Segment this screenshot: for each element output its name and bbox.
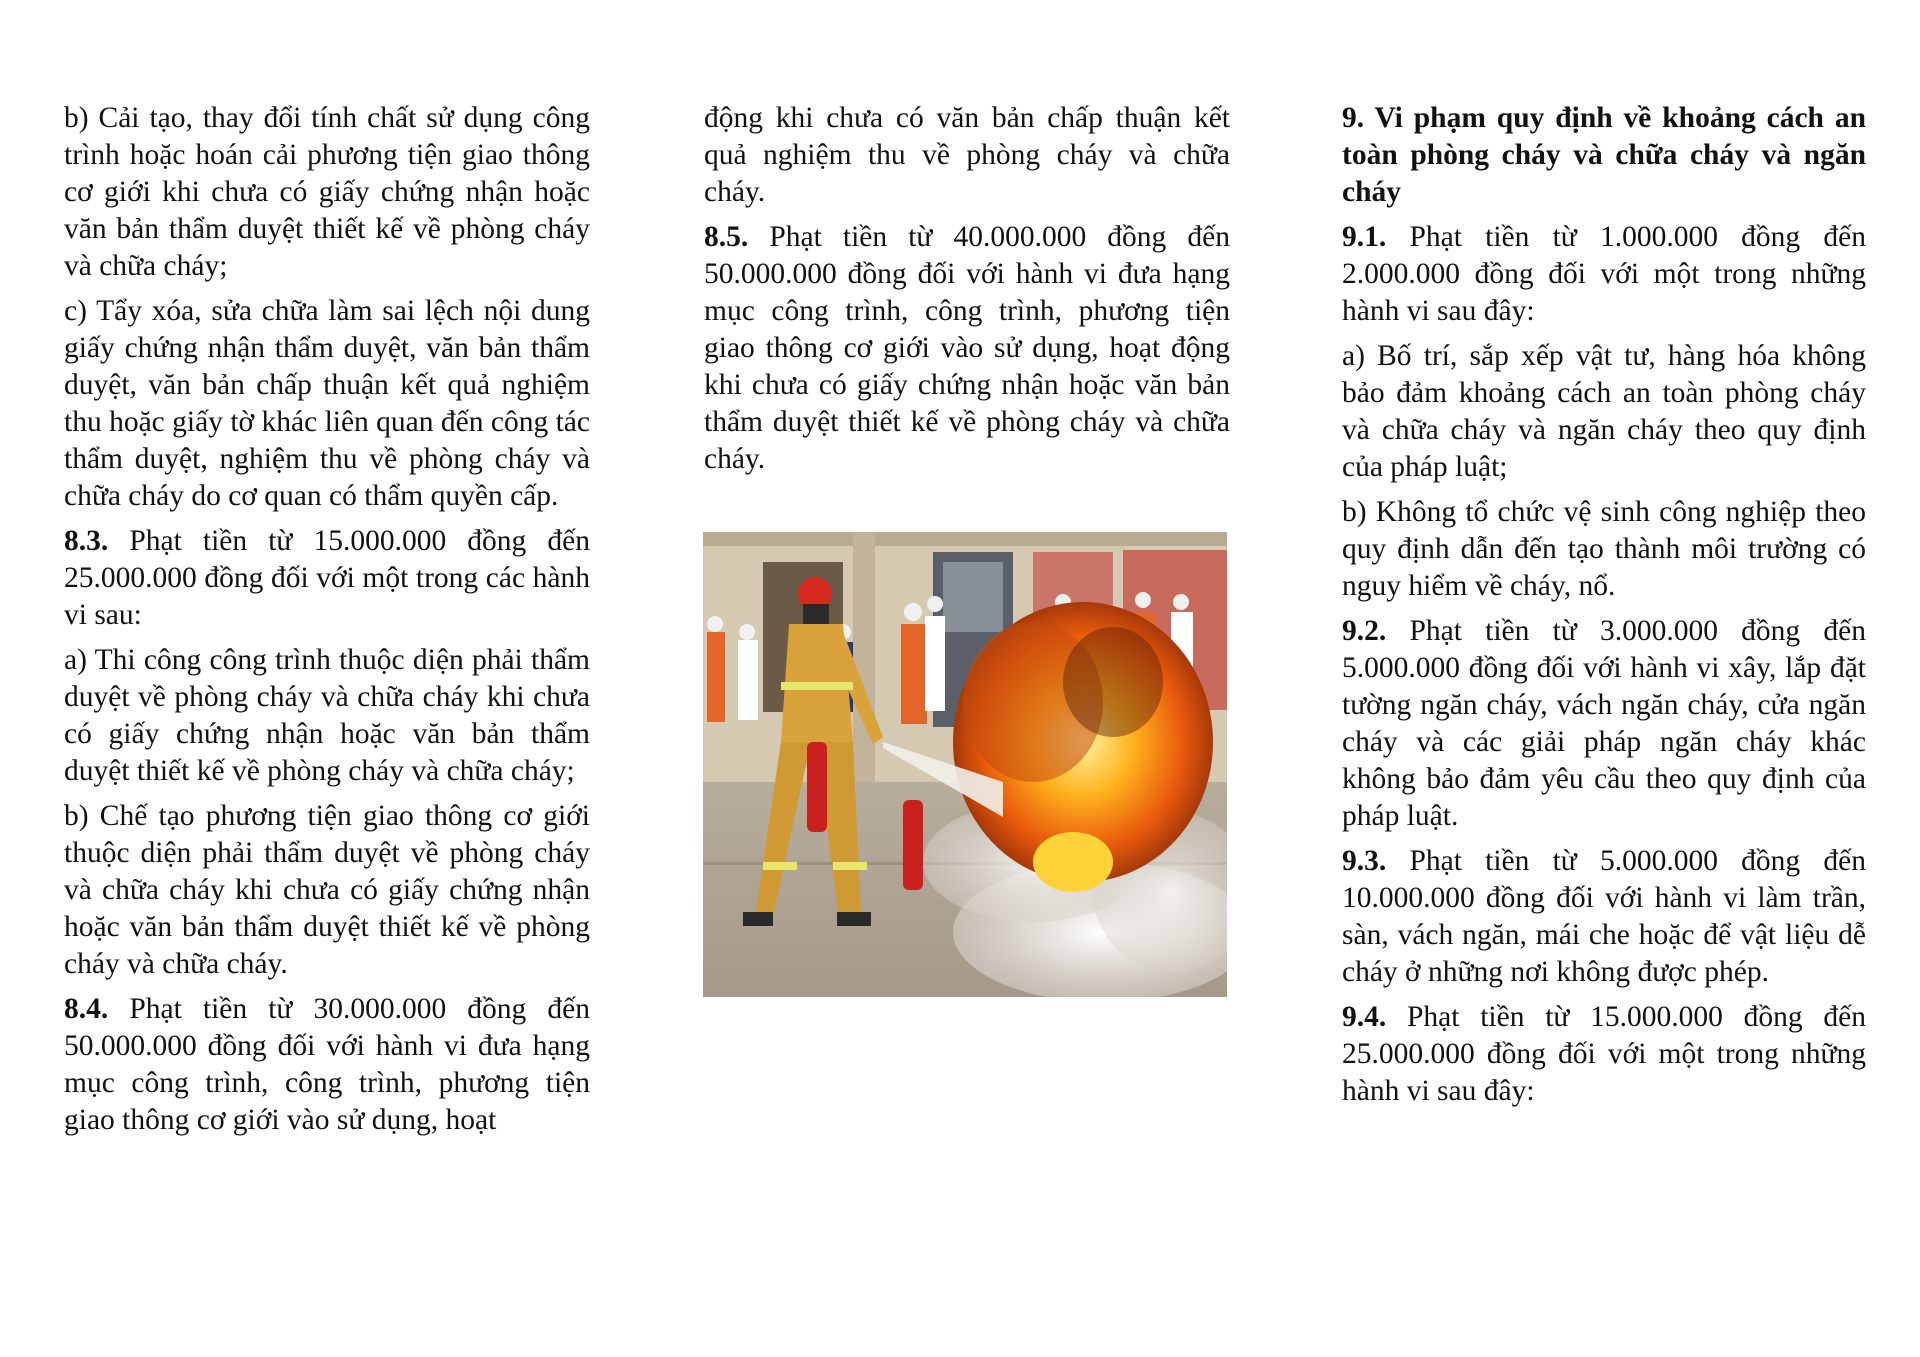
clause-8-5 <box>704 219 1230 478</box>
section-heading: 9. Vi phạm quy định về khoảng cách an toàn phòng cháy và chữa cháy và ngăn cháy <box>1342 102 1866 208</box>
paragraph-text: b) Chế tạo phương tiện giao thông cơ giới thuộc diện phải thẩm duyệt về phòng cháy và chữa cháy khi chưa có giấy chứng nhận hoặc văn bản thẩm duyệt thiết kế về phòng cháy và chữa cháy. <box>64 800 590 980</box>
clause-number: 8.4. <box>64 993 109 1025</box>
clause-8-4 <box>64 991 590 1139</box>
paragraph-text: Phạt tiền từ 3.000.000 đồng đến 5.000.000 đồng đối với hành vi xây, lắp đặt tường ngăn cháy, vách ngăn cháy, cửa ngăn cháy và các giải pháp ngăn cháy khác không bảo đảm yêu cầu theo quy định của pháp luật. <box>1342 615 1866 832</box>
clause-8-3 <box>64 523 590 634</box>
clause-9-3 <box>1342 843 1866 991</box>
text-column-1 <box>64 100 590 1147</box>
clause-number: 9.3. <box>1342 845 1387 877</box>
paragraph <box>64 642 590 790</box>
text-column-3 <box>1342 100 1866 1118</box>
photo-illustration <box>703 532 1227 997</box>
text-column-2 <box>704 100 1230 486</box>
paragraph-text: Phạt tiền từ 15.000.000 đồng đến 25.000.000 đồng đối với một trong các hành vi sau: <box>64 525 590 631</box>
clause-number: 9.1. <box>1342 221 1387 253</box>
paragraph-text: động khi chưa có văn bản chấp thuận kết quả nghiệm thu về phòng cháy và chữa cháy. <box>704 102 1230 208</box>
paragraph-text: b) Không tổ chức vệ sinh công nghiệp theo quy định dẫn đến tạo thành môi trường có nguy hiểm về cháy, nổ. <box>1342 496 1866 602</box>
paragraph-text: b) Cải tạo, thay đổi tính chất sử dụng công trình hoặc hoán cải phương tiện giao thông cơ giới khi chưa có giấy chứng nhận hoặc văn bản thẩm duyệt thiết kế về phòng cháy và chữa cháy; <box>64 102 590 282</box>
paragraph-text: Phạt tiền từ 1.000.000 đồng đến 2.000.000 đồng đối với một trong những hành vi sau đây: <box>1342 221 1866 327</box>
paragraph <box>64 293 590 515</box>
paragraph-text: Phạt tiền từ 40.000.000 đồng đến 50.000.000 đồng đối với hành vi đưa hạng mục công trình, công trình, phương tiện giao thông cơ giới vào sử dụng, hoạt động khi chưa có giấy chứng nhận hoặc văn bản thẩm duyệt thiết kế về phòng cháy và chữa cháy. <box>704 221 1230 475</box>
clause-number: 8.5. <box>704 221 749 253</box>
paragraph-text: Phạt tiền từ 15.000.000 đồng đến 25.000.000 đồng đối với một trong những hành vi sau đây: <box>1342 1001 1866 1107</box>
paragraph-text: a) Bố trí, sắp xếp vật tư, hàng hóa không bảo đảm khoảng cách an toàn phòng cháy và chữa cháy và ngăn cháy theo quy định của pháp luật; <box>1342 340 1866 483</box>
paragraph-text: a) Thi công công trình thuộc diện phải thẩm duyệt về phòng cháy và chữa cháy khi chưa có giấy chứng nhận hoặc văn bản thẩm duyệt thiết kế về phòng cháy và chữa cháy; <box>64 644 590 787</box>
paragraph-text: Phạt tiền từ 30.000.000 đồng đến 50.000.000 đồng đối với hành vi đưa hạng mục công trình, công trình, phương tiện giao thông cơ giới vào sử dụng, hoạt <box>64 993 590 1136</box>
clause-9-4 <box>1342 999 1866 1110</box>
firefighter-demo-photo <box>703 532 1227 997</box>
paragraph-text: Phạt tiền từ 5.000.000 đồng đến 10.000.000 đồng đối với hành vi làm trần, sàn, vách ngăn, mái che hoặc để vật liệu dễ cháy ở những nơi không được phép. <box>1342 845 1866 988</box>
clause-number: 8.3. <box>64 525 109 557</box>
paragraph <box>1342 494 1866 605</box>
paragraph <box>1342 338 1866 486</box>
paragraph <box>704 100 1230 211</box>
paragraph-text: c) Tẩy xóa, sửa chữa làm sai lệch nội dung giấy chứng nhận thẩm duyệt, văn bản thẩm duyệt, văn bản chấp thuận kết quả nghiệm thu hoặc giấy tờ khác liên quan đến công tác thẩm duyệt, nghiệm thu về phòng cháy và chữa cháy do cơ quan có thẩm quyền cấp. <box>64 295 590 512</box>
paragraph <box>64 798 590 983</box>
clause-number: 9.4. <box>1342 1001 1387 1033</box>
clause-number: 9.2. <box>1342 615 1387 647</box>
clause-9-1 <box>1342 219 1866 330</box>
paragraph <box>64 100 590 285</box>
clause-9-2 <box>1342 613 1866 835</box>
